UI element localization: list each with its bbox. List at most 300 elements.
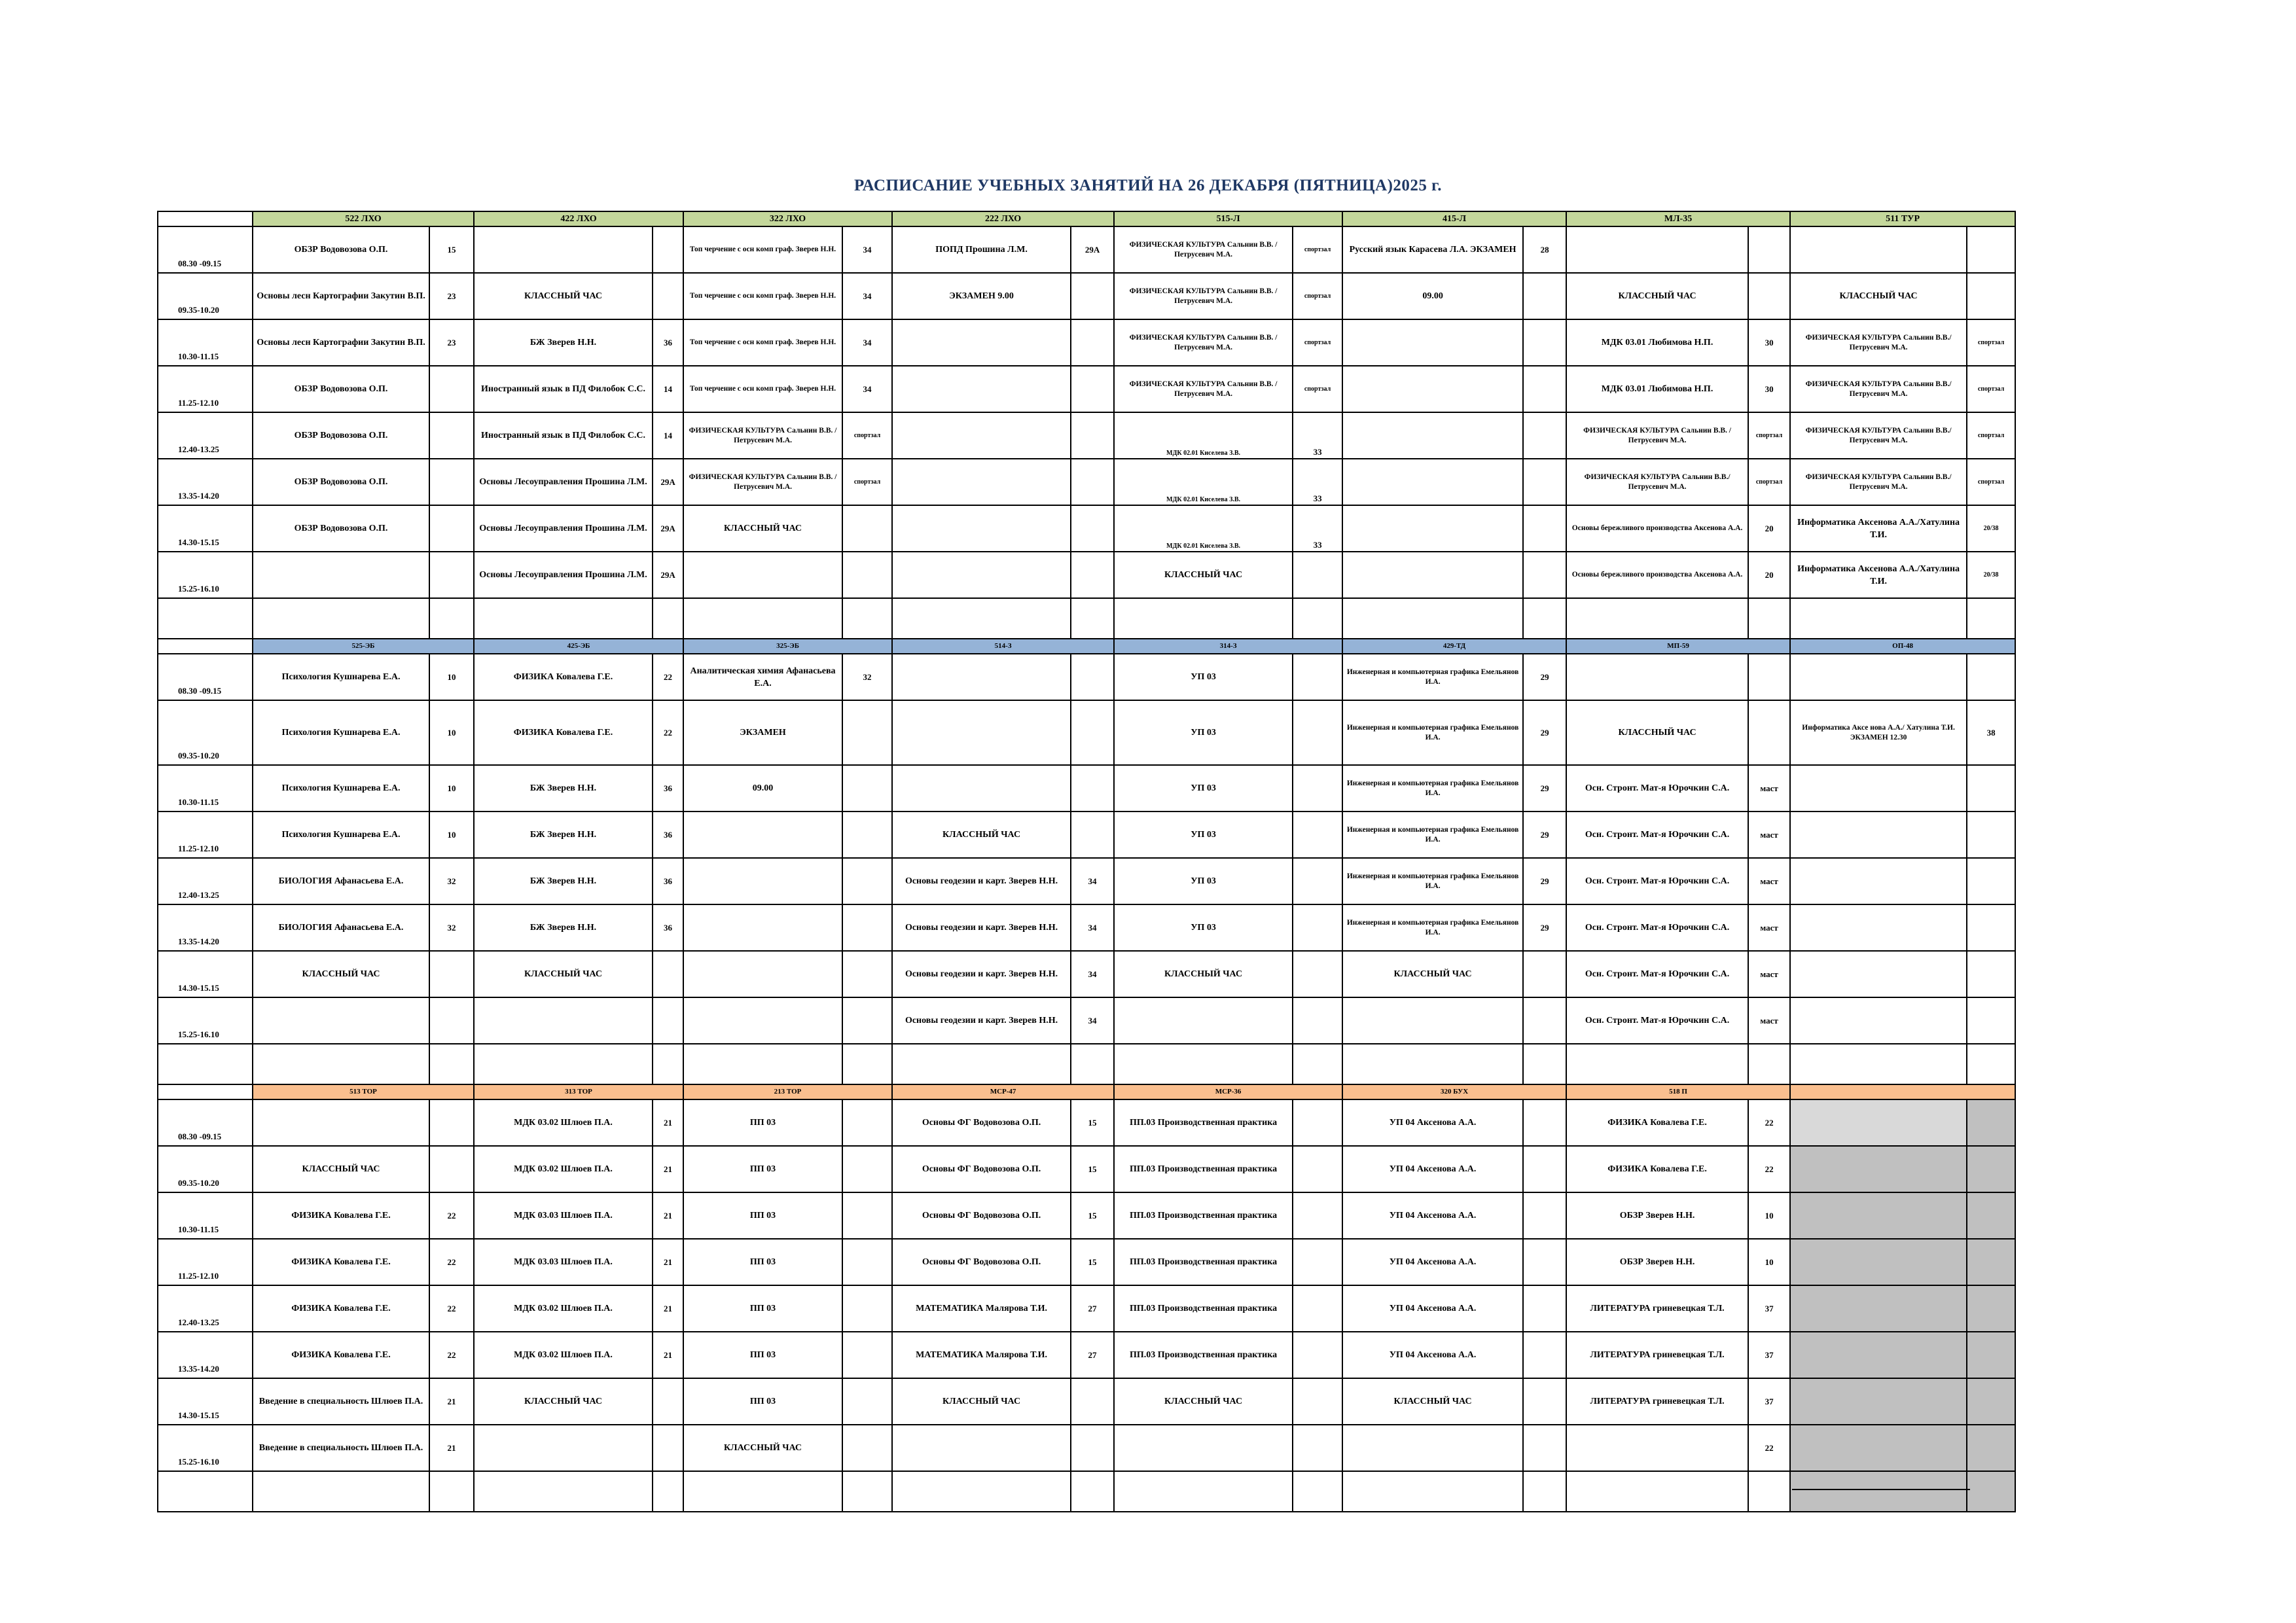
lesson-subject: МДК 03.01 Любимова Н.П.: [1566, 366, 1748, 412]
lesson-subject: [1342, 366, 1523, 412]
lesson-subject: [1790, 1378, 1967, 1425]
lesson-subject: КЛАССНЫЙ ЧАС: [1790, 273, 1967, 319]
lesson-subject: Информатика Аксенова А.А./Хатулина Т.И.: [1790, 505, 1967, 552]
lesson-room: [842, 1239, 892, 1285]
lesson-subject: Основы Лесоуправления Прошина Л.М.: [474, 552, 653, 598]
lesson-room: [653, 1378, 683, 1425]
lesson-subject: ФИЗИЧЕСКАЯ КУЛЬТУРА Сальнин В.В./Петрусевич М.А.: [1790, 366, 1967, 412]
lesson-row: [158, 552, 2015, 598]
lesson-subject: ОБЗР Водовозова О.П.: [253, 366, 429, 412]
empty-cell: [474, 1044, 653, 1084]
signature-line: [1792, 1489, 1970, 1490]
lesson-subject: ФИЗИКА Ковалева Г.Е.: [253, 1285, 429, 1332]
lesson-subject: ПП.03 Производственная практика: [1114, 1285, 1293, 1332]
lesson-room: 10: [1748, 1192, 1790, 1239]
empty-cell: [1967, 598, 2015, 639]
lesson-subject: ФИЗИЧЕСКАЯ КУЛЬТУРА Сальнин В.В./Петрусевич М.А.: [1790, 459, 1967, 505]
lesson-room: [1071, 273, 1114, 319]
lesson-row: [158, 1239, 2015, 1285]
lesson-subject: КЛАССНЫЙ ЧАС: [683, 1425, 842, 1471]
lesson-subject: БЖ Зверев Н.Н.: [474, 319, 653, 366]
group-header: 515-Л: [1114, 211, 1342, 226]
lesson-subject: ОБЗР Зверев Н.Н.: [1566, 1192, 1748, 1239]
lesson-subject: ПП 03: [683, 1146, 842, 1192]
lesson-room: [1293, 1425, 1342, 1471]
lesson-subject: КЛАССНЫЙ ЧАС: [1342, 951, 1523, 997]
lesson-room: 36: [653, 858, 683, 904]
lesson-room: [842, 1332, 892, 1378]
lesson-room: [1071, 505, 1114, 552]
lesson-subject: ПП.03 Производственная практика: [1114, 1099, 1293, 1146]
lesson-room: маст: [1748, 904, 1790, 951]
lesson-room: 29: [1523, 812, 1566, 858]
empty-cell: [1790, 1471, 1967, 1512]
lesson-row: [158, 858, 2015, 904]
lesson-subject: Основы геодезии и карт. Зверев Н.Н.: [892, 858, 1071, 904]
empty-cell: [1523, 598, 1566, 639]
lesson-subject: [892, 505, 1071, 552]
lesson-room: 10: [429, 700, 474, 765]
lesson-subject: КЛАССНЫЙ ЧАС: [892, 1378, 1071, 1425]
lesson-row: [158, 505, 2015, 552]
empty-cell: [1342, 598, 1523, 639]
lesson-subject: КЛАССНЫЙ ЧАС: [892, 812, 1071, 858]
lesson-subject: [683, 552, 842, 598]
lesson-subject: [892, 366, 1071, 412]
lesson-room: 36: [653, 319, 683, 366]
empty-cell: [892, 1044, 1071, 1084]
empty-cell: [1342, 1471, 1523, 1512]
lesson-row: [158, 319, 2015, 366]
lesson-subject: Основы геодезии и карт. Зверев Н.Н.: [892, 951, 1071, 997]
group-header: 313 ТОР: [474, 1084, 683, 1099]
group-header: 429-ТД: [1342, 639, 1566, 654]
empty-cell: [683, 598, 842, 639]
lesson-subject: [683, 812, 842, 858]
lesson-room: 34: [842, 273, 892, 319]
lesson-room: 21: [429, 1378, 474, 1425]
lesson-subject: КЛАССНЫЙ ЧАС: [1566, 273, 1748, 319]
lesson-room: 14: [653, 366, 683, 412]
lesson-room: 38: [1967, 700, 2015, 765]
lesson-subject: [892, 459, 1071, 505]
lesson-room: 37: [1748, 1285, 1790, 1332]
empty-cell: [1748, 1471, 1790, 1512]
empty-cell: [842, 1044, 892, 1084]
lesson-row: [158, 904, 2015, 951]
lesson-subject: ЛИТЕРАТУРА гриневецкая Т.Л.: [1566, 1332, 1748, 1378]
empty-cell: [892, 1471, 1071, 1512]
lesson-subject: МДК 02.01 Киселева З.В.: [1114, 459, 1293, 505]
empty-cell: [429, 598, 474, 639]
time-slot: 11.25-12.10: [158, 1239, 253, 1285]
lesson-room: [1071, 366, 1114, 412]
empty-cell: [1748, 598, 1790, 639]
lesson-row: [158, 765, 2015, 812]
lesson-subject: [1790, 1332, 1967, 1378]
lesson-room: 22: [653, 700, 683, 765]
empty-cell: [1293, 1044, 1342, 1084]
lesson-subject: КЛАССНЫЙ ЧАС: [1342, 1378, 1523, 1425]
lesson-room: 30: [1748, 366, 1790, 412]
lesson-room: 34: [1071, 858, 1114, 904]
lesson-room: [653, 997, 683, 1044]
lesson-room: [1967, 1285, 2015, 1332]
lesson-room: 21: [653, 1099, 683, 1146]
empty-cell: [158, 1471, 253, 1512]
lesson-subject: Введение в специальность Шлюев П.А.: [253, 1425, 429, 1471]
lesson-subject: [1790, 1239, 1967, 1285]
lesson-subject: Основы ФГ Водовозова О.П.: [892, 1192, 1071, 1239]
lesson-subject: ПП 03: [683, 1239, 842, 1285]
time-slot: 11.25-12.10: [158, 812, 253, 858]
lesson-room: [1967, 904, 2015, 951]
header-corner: [158, 211, 253, 226]
lesson-room: 33: [1293, 459, 1342, 505]
lesson-subject: [253, 997, 429, 1044]
lesson-room: [429, 1146, 474, 1192]
lesson-subject: ПОПД Прошина Л.М.: [892, 226, 1071, 273]
lesson-room: 28: [1523, 226, 1566, 273]
lesson-room: маст: [1748, 951, 1790, 997]
lesson-room: [653, 226, 683, 273]
lesson-room: [1293, 654, 1342, 700]
lesson-subject: Информатика Аксенова А.А./Хатулина Т.И.: [1790, 552, 1967, 598]
lesson-room: 29: [1523, 654, 1566, 700]
lesson-subject: ФИЗИЧЕСКАЯ КУЛЬТУРА Сальнин В.В. /Петрусевич М.А.: [1114, 226, 1293, 273]
lesson-subject: Осн. Стронт. Мат-я Юрочкин С.А.: [1566, 904, 1748, 951]
lesson-room: [1523, 412, 1566, 459]
lesson-subject: [1342, 412, 1523, 459]
lesson-subject: ЭКЗАМЕН: [683, 700, 842, 765]
lesson-subject: Основы ФГ Водовозова О.П.: [892, 1239, 1071, 1285]
lesson-row: [158, 997, 2015, 1044]
lesson-subject: [474, 997, 653, 1044]
lesson-room: [842, 1146, 892, 1192]
lesson-subject: КЛАССНЫЙ ЧАС: [1114, 552, 1293, 598]
lesson-room: [1967, 226, 2015, 273]
lesson-subject: Инженерная и компьютерная графика Емельянов И.А.: [1342, 812, 1523, 858]
lesson-room: 15: [429, 226, 474, 273]
lesson-room: [1071, 1425, 1114, 1471]
empty-cell: [1342, 1044, 1523, 1084]
lesson-subject: [892, 1425, 1071, 1471]
lesson-room: 33: [1293, 412, 1342, 459]
lesson-room: [1293, 951, 1342, 997]
lesson-room: [842, 765, 892, 812]
lesson-room: спортзал: [842, 459, 892, 505]
empty-cell: [1114, 598, 1293, 639]
lesson-subject: Аналитическая химия Афанасьева Е.А.: [683, 654, 842, 700]
lesson-subject: ПП 03: [683, 1099, 842, 1146]
lesson-subject: ФИЗИЧЕСКАЯ КУЛЬТУРА Сальнин В.В. /Петрусевич М.А.: [683, 412, 842, 459]
lesson-room: 10: [1748, 1239, 1790, 1285]
time-slot: 10.30-11.15: [158, 319, 253, 366]
lesson-room: [842, 1425, 892, 1471]
lesson-subject: КЛАССНЫЙ ЧАС: [1114, 1378, 1293, 1425]
lesson-room: [429, 552, 474, 598]
lesson-room: [1748, 226, 1790, 273]
lesson-row: [158, 366, 2015, 412]
lesson-subject: Введение в специальность Шлюев П.А.: [253, 1378, 429, 1425]
lesson-subject: Психология Кушнарева Е.А.: [253, 812, 429, 858]
lesson-room: 22: [1748, 1425, 1790, 1471]
lesson-subject: [1114, 1425, 1293, 1471]
lesson-subject: КЛАССНЫЙ ЧАС: [253, 951, 429, 997]
lesson-room: [1967, 812, 2015, 858]
lesson-subject: ФИЗИКА Ковалева Г.Е.: [253, 1192, 429, 1239]
lesson-subject: УП 04 Аксенова А.А.: [1342, 1332, 1523, 1378]
lesson-room: [1293, 1146, 1342, 1192]
lesson-subject: Основы бережливого производства Аксенова А.А.: [1566, 505, 1748, 552]
lesson-room: 15: [1071, 1239, 1114, 1285]
group-header: МСР-36: [1114, 1084, 1342, 1099]
lesson-subject: ФИЗИЧЕСКАЯ КУЛЬТУРА Сальнин В.В. /Петрусевич М.А.: [683, 459, 842, 505]
lesson-room: [429, 997, 474, 1044]
lesson-room: [842, 700, 892, 765]
lesson-room: [1523, 1192, 1566, 1239]
time-slot: 13.35-14.20: [158, 459, 253, 505]
lesson-subject: КЛАССНЫЙ ЧАС: [683, 505, 842, 552]
lesson-subject: ПП 03: [683, 1332, 842, 1378]
lesson-row: [158, 951, 2015, 997]
lesson-room: 36: [653, 904, 683, 951]
lesson-room: 29А: [653, 459, 683, 505]
lesson-subject: Осн. Стронт. Мат-я Юрочкин С.А.: [1566, 765, 1748, 812]
lesson-subject: ПП 03: [683, 1285, 842, 1332]
time-slot: 08.30 -09.15: [158, 1099, 253, 1146]
lesson-subject: Основы лесн Картографии Закутин В.П.: [253, 273, 429, 319]
lesson-room: спортзал: [1293, 366, 1342, 412]
lesson-subject: ФИЗИЧЕСКАЯ КУЛЬТУРА Сальнин В.В. /Петрусевич М.А.: [1114, 273, 1293, 319]
lesson-subject: [1114, 997, 1293, 1044]
lesson-room: [842, 904, 892, 951]
lesson-room: [1967, 1332, 2015, 1378]
lesson-subject: [1790, 1285, 1967, 1332]
lesson-subject: Инженерная и компьютерная графика Емельянов И.А.: [1342, 904, 1523, 951]
lesson-subject: УП 03: [1114, 700, 1293, 765]
group-header: 322 ЛХО: [683, 211, 892, 226]
lesson-room: [1748, 654, 1790, 700]
empty-cell: [683, 1471, 842, 1512]
lesson-subject: Основы ФГ Водовозова О.П.: [892, 1146, 1071, 1192]
lesson-room: [1071, 412, 1114, 459]
lesson-subject: ФИЗИКА Ковалева Г.Е.: [1566, 1146, 1748, 1192]
lesson-row: [158, 412, 2015, 459]
time-slot: 13.35-14.20: [158, 1332, 253, 1378]
lesson-room: спортзал: [1967, 459, 2015, 505]
lesson-subject: [892, 765, 1071, 812]
lesson-subject: КЛАССНЫЙ ЧАС: [474, 1378, 653, 1425]
lesson-subject: [683, 904, 842, 951]
lesson-subject: [1790, 812, 1967, 858]
lesson-subject: Осн. Стронт. Мат-я Юрочкин С.А.: [1566, 997, 1748, 1044]
lesson-subject: Русский язык Карасева Л.А. ЭКЗАМЕН: [1342, 226, 1523, 273]
empty-cell: [892, 598, 1071, 639]
lesson-room: [1967, 1192, 2015, 1239]
empty-cell: [1523, 1471, 1566, 1512]
lesson-subject: [1342, 459, 1523, 505]
empty-cell: [1748, 1044, 1790, 1084]
time-slot: 12.40-13.25: [158, 412, 253, 459]
lesson-row: [158, 1285, 2015, 1332]
lesson-room: 21: [429, 1425, 474, 1471]
lesson-subject: УП 04 Аксенова А.А.: [1342, 1239, 1523, 1285]
lesson-room: [1293, 1378, 1342, 1425]
lesson-subject: Психология Кушнарева Е.А.: [253, 765, 429, 812]
lesson-subject: КЛАССНЫЙ ЧАС: [1566, 700, 1748, 765]
lesson-room: [1967, 273, 2015, 319]
empty-cell: [158, 598, 253, 639]
lesson-subject: МДК 03.02 Шлюев П.А.: [474, 1146, 653, 1192]
lesson-room: [1293, 1192, 1342, 1239]
lesson-room: 22: [1748, 1099, 1790, 1146]
lesson-room: 37: [1748, 1332, 1790, 1378]
lesson-room: 22: [429, 1239, 474, 1285]
lesson-subject: ФИЗИКА Ковалева Г.Е.: [253, 1332, 429, 1378]
time-slot: 15.25-16.10: [158, 552, 253, 598]
empty-cell: [653, 598, 683, 639]
lesson-subject: [1790, 226, 1967, 273]
lesson-subject: МАТЕМАТИКА Малярова Т.И.: [892, 1332, 1071, 1378]
lesson-room: 29А: [653, 505, 683, 552]
lesson-subject: БЖ Зверев Н.Н.: [474, 858, 653, 904]
lesson-subject: КЛАССНЫЙ ЧАС: [474, 273, 653, 319]
lesson-subject: ЛИТЕРАТУРА гриневецкая Т.Л.: [1566, 1285, 1748, 1332]
lesson-row: [158, 1332, 2015, 1378]
lesson-room: [842, 1378, 892, 1425]
lesson-room: [842, 812, 892, 858]
empty-cell: [842, 1471, 892, 1512]
schedule-table: [157, 211, 2016, 1512]
lesson-room: [1293, 765, 1342, 812]
lesson-subject: [1790, 1146, 1967, 1192]
group-header: 513 ТОР: [253, 1084, 474, 1099]
lesson-subject: Инженерная и компьютерная графика Емельянов И.А.: [1342, 858, 1523, 904]
lesson-room: 34: [1071, 904, 1114, 951]
lesson-subject: МДК 03.03 Шлюев П.А.: [474, 1192, 653, 1239]
empty-cell: [1114, 1471, 1293, 1512]
lesson-subject: [1566, 1425, 1748, 1471]
lesson-subject: Топ черчение с осн комп граф. Зверев Н.Н.: [683, 319, 842, 366]
lesson-subject: [683, 951, 842, 997]
lesson-room: [1748, 273, 1790, 319]
lesson-room: спортзал: [1748, 412, 1790, 459]
lesson-subject: ПП.03 Производственная практика: [1114, 1146, 1293, 1192]
lesson-room: [1071, 319, 1114, 366]
lesson-row: [158, 226, 2015, 273]
lesson-room: [1523, 1146, 1566, 1192]
lesson-room: 34: [842, 366, 892, 412]
lesson-subject: [1790, 654, 1967, 700]
lesson-room: [842, 1099, 892, 1146]
lesson-subject: УП 04 Аксенова А.А.: [1342, 1146, 1523, 1192]
lesson-subject: Иностранный язык в ПД Филобок С.С.: [474, 412, 653, 459]
lesson-subject: [1342, 1425, 1523, 1471]
lesson-row: [158, 700, 2015, 765]
lesson-subject: 09.00: [683, 765, 842, 812]
lesson-room: [1523, 459, 1566, 505]
empty-cell: [653, 1044, 683, 1084]
lesson-row: [158, 459, 2015, 505]
group-header: МЛ-35: [1566, 211, 1790, 226]
lesson-row: [158, 1378, 2015, 1425]
empty-row: [158, 1044, 2015, 1084]
time-slot: 14.30-15.15: [158, 951, 253, 997]
lesson-subject: Топ черчение с осн комп граф. Зверев Н.Н.: [683, 366, 842, 412]
empty-cell: [253, 1471, 429, 1512]
lesson-subject: МДК 03.02 Шлюев П.А.: [474, 1332, 653, 1378]
lesson-room: 21: [653, 1239, 683, 1285]
lesson-subject: Топ черчение с осн комп граф. Зверев Н.Н.: [683, 226, 842, 273]
lesson-subject: ПП.03 Производственная практика: [1114, 1192, 1293, 1239]
empty-cell: [1967, 1471, 2015, 1512]
lesson-room: 33: [1293, 505, 1342, 552]
empty-cell: [429, 1044, 474, 1084]
lesson-subject: Основы геодезии и карт. Зверев Н.Н.: [892, 997, 1071, 1044]
header-corner: [158, 639, 253, 654]
lesson-subject: БЖ Зверев Н.Н.: [474, 904, 653, 951]
lesson-subject: Психология Кушнарева Е.А.: [253, 654, 429, 700]
lesson-room: 34: [1071, 997, 1114, 1044]
empty-cell: [683, 1044, 842, 1084]
lesson-subject: [253, 1099, 429, 1146]
lesson-subject: [1566, 654, 1748, 700]
lesson-subject: [1342, 552, 1523, 598]
group-header: МСР-47: [892, 1084, 1114, 1099]
lesson-room: [1523, 1285, 1566, 1332]
lesson-room: [842, 505, 892, 552]
lesson-subject: [1342, 505, 1523, 552]
lesson-subject: Осн. Стронт. Мат-я Юрочкин С.А.: [1566, 858, 1748, 904]
lesson-subject: МАТЕМАТИКА Малярова Т.И.: [892, 1285, 1071, 1332]
empty-cell: [1293, 598, 1342, 639]
lesson-room: [429, 412, 474, 459]
lesson-room: [1293, 858, 1342, 904]
time-slot: 14.30-15.15: [158, 505, 253, 552]
lesson-subject: Основы бережливого производства Аксенова А.А.: [1566, 552, 1748, 598]
lesson-room: 22: [1748, 1146, 1790, 1192]
lesson-subject: ОБЗР Водовозова О.П.: [253, 459, 429, 505]
time-slot: 10.30-11.15: [158, 1192, 253, 1239]
lesson-subject: [892, 552, 1071, 598]
lesson-room: 29: [1523, 904, 1566, 951]
lesson-room: 10: [429, 654, 474, 700]
lesson-subject: ЭКЗАМЕН 9.00: [892, 273, 1071, 319]
lesson-subject: КЛАССНЫЙ ЧАС: [474, 951, 653, 997]
lesson-subject: УП 04 Аксенова А.А.: [1342, 1192, 1523, 1239]
lesson-row: [158, 812, 2015, 858]
lesson-row: [158, 1425, 2015, 1471]
group-header: 514-З: [892, 639, 1114, 654]
lesson-subject: МДК 03.02 Шлюев П.А.: [474, 1099, 653, 1146]
time-slot: 09.35-10.20: [158, 1146, 253, 1192]
lesson-subject: Топ черчение с осн комп граф. Зверев Н.Н.: [683, 273, 842, 319]
group-header: 320 БУХ: [1342, 1084, 1566, 1099]
lesson-subject: Информатика Аксе нова А.А./ Хатулина Т.И. ЭКЗАМЕН 12.30: [1790, 700, 1967, 765]
lesson-subject: [892, 700, 1071, 765]
lesson-room: спортзал: [1748, 459, 1790, 505]
header-corner: [158, 1084, 253, 1099]
lesson-subject: Осн. Стронт. Мат-я Юрочкин С.А.: [1566, 812, 1748, 858]
empty-cell: [1071, 1471, 1114, 1512]
lesson-subject: ПП.03 Производственная практика: [1114, 1332, 1293, 1378]
lesson-subject: ФИЗИЧЕСКАЯ КУЛЬТУРА Сальнин В.В./Петрусевич М.А.: [1790, 319, 1967, 366]
lesson-subject: [1790, 997, 1967, 1044]
lesson-room: [1523, 1332, 1566, 1378]
lesson-room: спортзал: [1967, 412, 2015, 459]
lesson-room: 32: [429, 858, 474, 904]
